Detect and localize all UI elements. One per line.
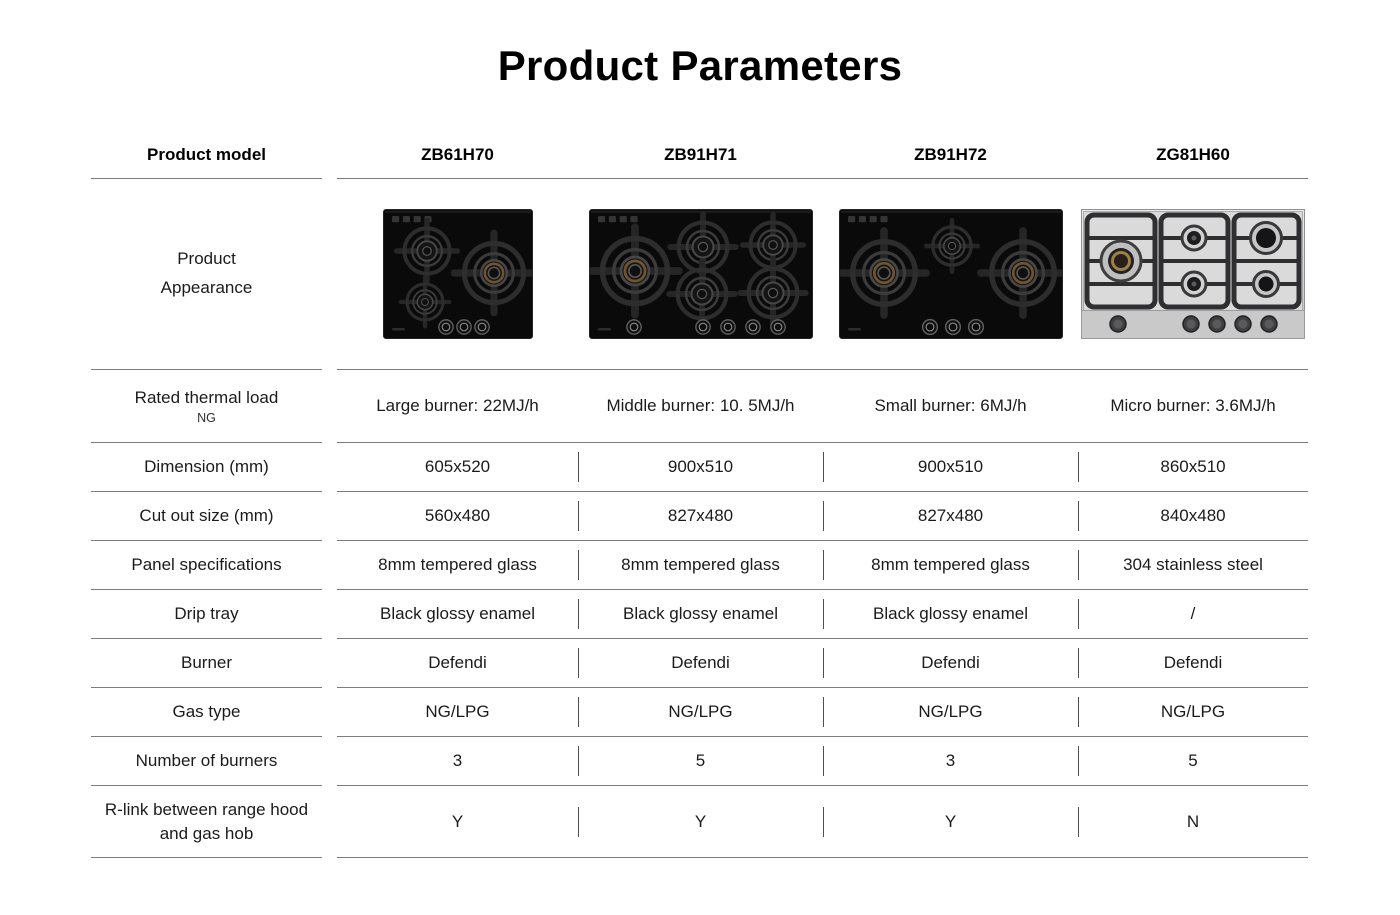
row-product-appearance xyxy=(91,179,1308,370)
cell-gastype-zg81h60: NG/LPG xyxy=(1078,688,1308,736)
product-image-zb91h72-hob xyxy=(839,209,1063,339)
column-header-model-zg81h60: ZG81H60 xyxy=(1156,144,1230,164)
row-label-burner xyxy=(91,639,322,688)
row-rlink xyxy=(91,786,1308,858)
row-drip-tray xyxy=(91,590,1308,639)
cell-dimension-zb61h70: 605x520 xyxy=(424,457,491,476)
cell-driptray-zg81h60: / xyxy=(1078,590,1308,638)
row-dimension xyxy=(91,443,1308,492)
row-values xyxy=(337,590,1308,639)
cell-rlink-zb91h72: Y xyxy=(823,786,1078,857)
row-label-text: Gas type xyxy=(172,702,241,722)
cell-burnercount-zb91h72: 3 xyxy=(823,737,1078,785)
cell-gastype-zb91h72: NG/LPG xyxy=(823,688,1078,736)
appearance-cell-zb91h72 xyxy=(823,179,1078,369)
row-values xyxy=(337,492,1308,541)
row-label-line2: Appearance xyxy=(160,278,253,297)
row-label-number-of-burners xyxy=(91,737,322,786)
cell-thermal-zb91h72: Small burner: 6MJ/h xyxy=(874,396,1027,415)
cell-panel-zb91h71: 8mm tempered glass xyxy=(578,541,823,589)
cell-burnercount-zg81h60: 5 xyxy=(1078,737,1308,785)
cell-rlink-zb91h71: Y xyxy=(578,786,823,857)
cell-rlink-zg81h60: N xyxy=(1078,786,1308,857)
header-values xyxy=(337,131,1308,179)
cell-thermal-zb91h71: Middle burner: 10. 5MJ/h xyxy=(606,396,795,415)
row-number-of-burners xyxy=(91,737,1308,786)
row-values xyxy=(337,737,1308,786)
row-sublabel-ng: NG xyxy=(197,411,216,426)
cell-dimension-zb91h72: 900x510 xyxy=(823,443,1078,491)
appearance-cell-zb91h71 xyxy=(578,179,823,369)
product-image-zb91h71-hob xyxy=(589,209,813,339)
row-values xyxy=(337,639,1308,688)
row-label-text: Drip tray xyxy=(174,604,239,624)
row-values xyxy=(337,688,1308,737)
row-label-product-appearance xyxy=(91,179,322,370)
row-label-text: R-link between range hood and gas hob xyxy=(104,799,309,843)
column-header-product-model: Product model xyxy=(91,131,322,179)
cell-burner-zg81h60: Defendi xyxy=(1078,639,1308,687)
row-label-text: Rated thermal load xyxy=(134,388,279,408)
cell-cutout-zb61h70: 560x480 xyxy=(424,506,491,525)
row-label-cut-out-size xyxy=(91,492,322,541)
cell-cutout-zg81h60: 840x480 xyxy=(1078,492,1308,540)
row-label-text: Dimension (mm) xyxy=(144,457,269,477)
product-parameters-table xyxy=(91,131,1308,858)
cell-dimension-zb91h71: 900x510 xyxy=(578,443,823,491)
cell-burner-zb61h70: Defendi xyxy=(428,653,487,672)
cell-cutout-zb91h72: 827x480 xyxy=(823,492,1078,540)
cell-panel-zg81h60: 304 stainless steel xyxy=(1078,541,1308,589)
cell-burner-zb91h72: Defendi xyxy=(823,639,1078,687)
row-label-panel-specifications xyxy=(91,541,322,590)
product-image-zb61h70-hob xyxy=(383,209,533,339)
row-label-text: Number of burners xyxy=(135,751,278,771)
cell-gastype-zb91h71: NG/LPG xyxy=(578,688,823,736)
table-header-row xyxy=(91,131,1308,179)
row-label-drip-tray xyxy=(91,590,322,639)
row-label-text: Panel specifications xyxy=(131,555,282,575)
cell-driptray-zb91h72: Black glossy enamel xyxy=(823,590,1078,638)
cell-dimension-zg81h60: 860x510 xyxy=(1078,443,1308,491)
cell-rlink-zb61h70: Y xyxy=(451,811,464,831)
row-label-rated-thermal-load xyxy=(91,370,322,443)
page-title: Product Parameters xyxy=(497,42,903,89)
appearance-values xyxy=(337,179,1308,370)
row-gas-type xyxy=(91,688,1308,737)
cell-burnercount-zb91h71: 5 xyxy=(578,737,823,785)
row-burner xyxy=(91,639,1308,688)
row-cut-out-size xyxy=(91,492,1308,541)
cell-burnercount-zb61h70: 3 xyxy=(452,751,463,770)
row-label-text: Cut out size (mm) xyxy=(139,506,274,526)
row-label-text: Burner xyxy=(180,653,233,673)
cell-burner-zb91h71: Defendi xyxy=(578,639,823,687)
column-header-model-zb91h72: ZB91H72 xyxy=(914,144,987,164)
column-header-model-zb91h71: ZB91H71 xyxy=(664,144,737,164)
cell-panel-zb61h70: 8mm tempered glass xyxy=(378,555,537,574)
row-label-dimension xyxy=(91,443,322,492)
row-label-rlink xyxy=(91,786,322,858)
appearance-cell-zg81h60 xyxy=(1078,179,1308,369)
row-label-line1: Product xyxy=(177,249,236,269)
cell-panel-zb91h72: 8mm tempered glass xyxy=(823,541,1078,589)
cell-driptray-zb61h70: Black glossy enamel xyxy=(380,604,535,623)
column-header-model-zb61h70: ZB61H70 xyxy=(421,144,494,164)
row-rated-thermal-load xyxy=(91,370,1308,443)
product-image-zg81h60-hob xyxy=(1081,209,1305,339)
row-values xyxy=(337,786,1308,858)
cell-cutout-zb91h71: 827x480 xyxy=(578,492,823,540)
row-label-gas-type xyxy=(91,688,322,737)
cell-thermal-zb61h70: Large burner: 22MJ/h xyxy=(376,396,539,415)
row-values xyxy=(337,370,1308,443)
row-panel-specifications xyxy=(91,541,1308,590)
row-values xyxy=(337,541,1308,590)
cell-driptray-zb91h71: Black glossy enamel xyxy=(578,590,823,638)
row-values xyxy=(337,443,1308,492)
cell-gastype-zb61h70: NG/LPG xyxy=(425,702,490,721)
cell-thermal-zg81h60: Micro burner: 3.6MJ/h xyxy=(1110,396,1276,415)
appearance-cell-zb61h70 xyxy=(337,179,578,369)
